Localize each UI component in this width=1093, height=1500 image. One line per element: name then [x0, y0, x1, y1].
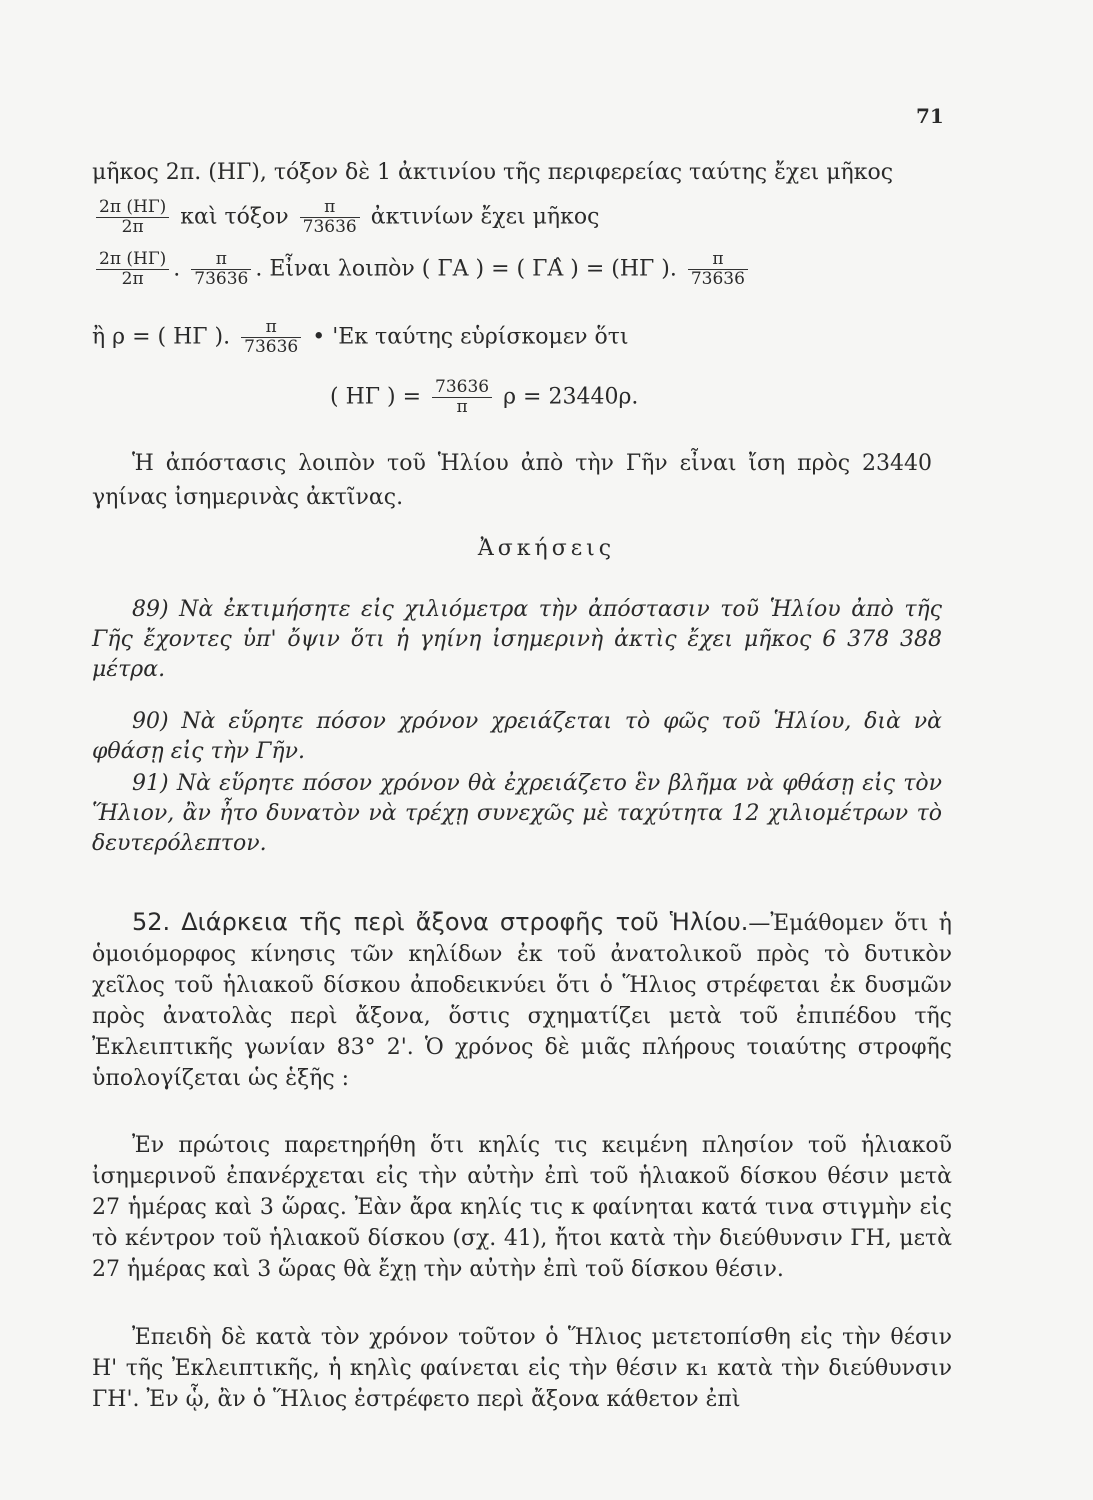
page-number: 71 — [916, 104, 944, 128]
fraction — [432, 378, 492, 417]
exercise-89: 89) Νὰ ἐκτιμήσητε εἰς χιλιόμετρα τὴν ἀπόστασιν τοῦ Ἡλίου ἀπὸ τῆς Γῆς ἔχοντες ὑπ' ὄψιν ὅτι ἡ γηίνη ἰσημερινὴ ἀκτὶς ἔχει μῆκος 6 378 388 μέτρα. — [92, 597, 942, 682]
math-text: • 'Εκ ταύτης εὑρίσκομεν ὅτι — [312, 324, 629, 350]
math-line-1: μῆκος 2π. (ΗΓ), τόξον δὲ 1 ἀκτινίου τῆς περιφερείας ταύτης ἔχει μῆκος — [92, 160, 894, 185]
fraction-numerator: π — [300, 198, 360, 218]
fraction — [191, 250, 251, 289]
fraction-denominator: 73636 — [690, 269, 745, 289]
exercise-91: 91) Νὰ εὕρητε πόσον χρόνον θὰ ἐχρειάζετο ἓν βλῆμα νὰ φθάσῃ εἰς τὸν Ἥλιον, ἂν ἦτο δυνατὸν νὰ τρέχῃ συνεχῶς μὲ ταχύτητα 12 χιλιομέτρων τὸ δευτερόλεπτον. — [92, 771, 942, 856]
fraction — [241, 318, 301, 357]
fraction-denominator: 2π — [121, 217, 144, 237]
math-text: Εἶναι λοιπὸν ( ΓΑ ) = ( ΓΑ̂ ) = (ΗΓ ). — [269, 256, 677, 282]
fraction-denominator: 73636 — [244, 337, 299, 357]
section-paragraph-1: —Ἐμάθομεν ὅτι ἡ ὁμοιόμορφος κίνησις τῶν κηλίδων ἐκ τοῦ ἀνατολικοῦ πρὸς τὸ δυτικὸν χεῖλος τοῦ ἡλιακοῦ δίσκου ἀποδεικνύει ὅτι ὁ Ἥλιος στρέφεται ἐκ δυσμῶν πρὸς ἀνατολὰς περὶ ἄξονα, ὅστις σχηματίζει μετὰ τοῦ ἐπιπέδου τῆς Ἐκλειπτικῆς γωνίαν 83° 2'. Ὁ χρόνος δὲ μιᾶς πλήρους τοιαύτης στροφῆς ὑπολογίζεται ὡς ἑξῆς : — [92, 911, 952, 1091]
fraction-numerator: 2π (ΗΓ) — [96, 198, 169, 218]
section-paragraph-3: Ἐπειδὴ δὲ κατὰ τὸν χρόνον τοῦτον ὁ Ἥλιος μετετοπίσθη εἰς τὴν θέσιν Η' τῆς Ἐκλειπτικῆς, ἡ κηλὶς φαίνεται εἰς τὴν θέσιν κ₁ κατὰ τὴν διεύθυνσιν ΓΗ'. Ἐν ᾧ, ἂν ὁ Ἥλιος ἐστρέφετο περὶ ἄξονα κάθετον ἐπὶ — [92, 1325, 952, 1412]
section-52 — [92, 907, 952, 1094]
math-line-4 — [92, 318, 992, 357]
math-text: ἢ ρ = ( ΗΓ ). — [92, 324, 231, 350]
fraction-denominator: 2π — [121, 269, 144, 289]
section-title: 52. Διάρκεια τῆς περὶ ἄξονα στροφῆς τοῦ Ἡλίου. — [132, 908, 749, 936]
exercises-heading: Ἀσκήσεις — [477, 536, 616, 561]
fraction-numerator: 2π (ΗΓ) — [96, 250, 169, 270]
math-text: ( ΗΓ ) = — [330, 384, 422, 410]
math-line-3: $\frac{2\pi (H\Gamma)}{2\pi}$ . $\frac{\pi}{73636}$ . Εἶναι λοιπὸν ( ΓΑ ) = ( ΓΑ̂ ) = (ΗΓ ). $\frac{\pi}{73636}$ — [92, 250, 992, 289]
fraction-denominator: 73636 — [302, 217, 357, 237]
fraction-numerator: π — [191, 250, 251, 270]
fraction — [300, 198, 360, 237]
fraction-denominator: 73636 — [194, 269, 249, 289]
section-paragraph-2: Ἐν πρώτοις παρετηρήθη ὅτι κηλίς τις κειμένη πλησίον τοῦ ἡλιακοῦ ἰσημερινοῦ ἐπανέρχεται εἰς τὴν αὐτὴν ἐπὶ τοῦ ἡλιακοῦ δίσκου θέσιν μετὰ 27 ἡμέρας καὶ 3 ὥρας. Ἐὰν ἄρα κηλίς τις κ φαίνηται κατά τινα στιγμὴν εἰς τὸ κέντρον τοῦ ἡλιακοῦ δίσκου (σχ. 41), ἤτοι κατὰ τὴν διεύθυνσιν ΓΗ, μετὰ 27 ἡμέρας καὶ 3 ὥρας θὰ ἔχῃ τὴν αὐτὴν ἐπὶ τοῦ δίσκου θέσιν. — [92, 1133, 952, 1282]
fraction-numerator: 73636 — [432, 378, 492, 398]
fraction — [688, 250, 748, 289]
math-line-5 — [330, 378, 930, 417]
math-text: ρ = 23440ρ. — [503, 384, 639, 410]
fraction — [96, 250, 169, 289]
fraction-numerator: π — [241, 318, 301, 338]
math-text: ἀκτινίων ἔχει μῆκος — [370, 204, 600, 230]
math-line-2 — [92, 198, 992, 237]
fraction — [96, 198, 169, 237]
fraction-denominator: π — [456, 397, 468, 417]
fraction-numerator: π — [688, 250, 748, 270]
exercise-90: 90) Νὰ εὕρητε πόσον χρόνον χρειάζεται τὸ φῶς τοῦ Ἡλίου, διὰ νὰ φθάσῃ εἰς τὴν Γῆν. — [92, 709, 942, 764]
math-text: καὶ τόξον — [180, 204, 289, 230]
conclusion-paragraph: Ἡ ἀπόστασις λοιπὸν τοῦ Ἡλίου ἀπὸ τὴν Γῆν εἶναι ἴση πρὸς 23440 γηίνας ἰσημερινὰς ἀκτῖνας. — [92, 451, 932, 510]
